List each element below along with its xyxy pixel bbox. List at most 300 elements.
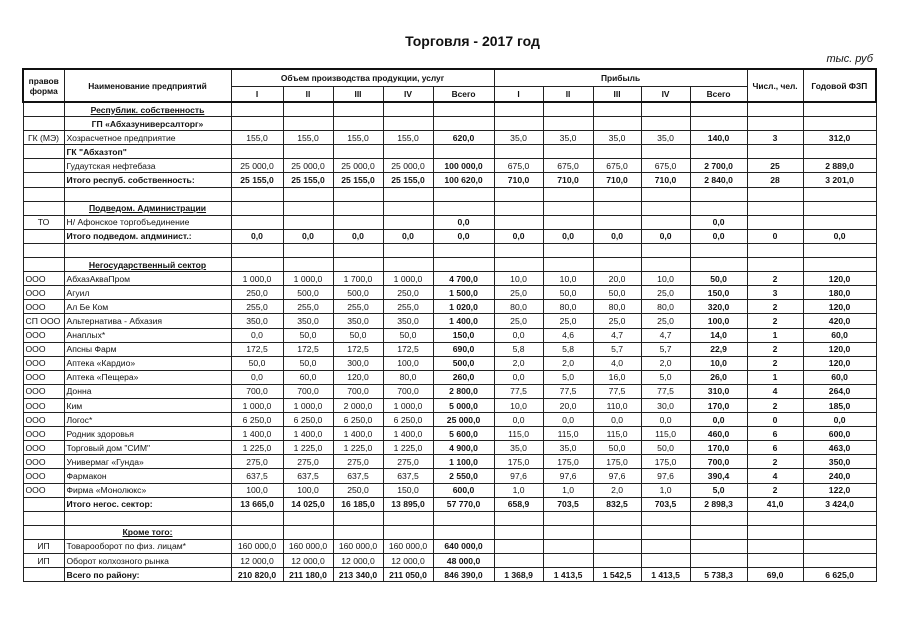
payroll-cell: 3 201,0 xyxy=(803,173,876,187)
enterprise-name-cell: Фирма «Монолюкс» xyxy=(64,483,231,497)
volume-cell: 1 400,0 xyxy=(383,427,433,441)
profit-cell: 2,0 xyxy=(494,356,543,370)
volume-cell xyxy=(231,258,283,272)
payroll-cell xyxy=(803,511,876,525)
staff-cell: 2 xyxy=(747,272,803,286)
volume-cell: 12 000,0 xyxy=(231,554,283,568)
volume-cell: 155,0 xyxy=(333,131,383,145)
profit-cell: 14,0 xyxy=(690,328,747,342)
volume-cell xyxy=(283,511,333,525)
volume-cell: 250,0 xyxy=(231,286,283,300)
profit-cell: 0,0 xyxy=(593,413,641,427)
staff-cell xyxy=(747,215,803,229)
profit-cell: 1 542,5 xyxy=(593,568,641,582)
profit-cell: 4,7 xyxy=(593,328,641,342)
volume-cell: 80,0 xyxy=(383,370,433,384)
volume-cell: 4 900,0 xyxy=(433,441,494,455)
profit-cell: 110,0 xyxy=(593,398,641,412)
volume-cell xyxy=(283,243,333,257)
table-row xyxy=(23,286,876,300)
volume-cell xyxy=(231,215,283,229)
volume-cell: 25 155,0 xyxy=(383,173,433,187)
table-row xyxy=(23,525,876,539)
volume-cell xyxy=(231,511,283,525)
profit-cell xyxy=(593,539,641,553)
profit-cell xyxy=(690,243,747,257)
profit-cell xyxy=(593,215,641,229)
payroll-cell xyxy=(803,201,876,215)
profit-cell: 675,0 xyxy=(494,159,543,173)
staff-cell: 3 xyxy=(747,286,803,300)
profit-cell: 35,0 xyxy=(494,131,543,145)
volume-cell: 60,0 xyxy=(283,370,333,384)
profit-cell: 80,0 xyxy=(641,300,690,314)
payroll-cell xyxy=(803,554,876,568)
table-row xyxy=(23,356,876,370)
staff-cell: 2 xyxy=(747,455,803,469)
staff-cell xyxy=(747,117,803,131)
volume-cell: 700,0 xyxy=(231,384,283,398)
payroll-cell xyxy=(803,187,876,201)
profit-cell: 80,0 xyxy=(494,300,543,314)
payroll-cell: 120,0 xyxy=(803,342,876,356)
profit-cell xyxy=(690,145,747,159)
profit-cell: 675,0 xyxy=(593,159,641,173)
staff-cell: 2 xyxy=(747,356,803,370)
volume-cell: 12 000,0 xyxy=(383,554,433,568)
profit-cell: 22,9 xyxy=(690,342,747,356)
profit-cell: 10,0 xyxy=(690,356,747,370)
enterprise-name-cell: Ал Бе Ком xyxy=(64,300,231,314)
volume-cell xyxy=(231,102,283,117)
enterprise-name-cell: Аптека «Кардио» xyxy=(64,356,231,370)
table-body xyxy=(23,102,876,582)
volume-cell: 120,0 xyxy=(333,370,383,384)
legal-form-cell: ТО xyxy=(23,215,64,229)
profit-cell: 50,0 xyxy=(641,441,690,455)
enterprise-name-cell: ГП «Абхазуниверсалторг» xyxy=(64,117,231,131)
table-row xyxy=(23,187,876,201)
volume-cell: 1 225,0 xyxy=(283,441,333,455)
profit-cell xyxy=(690,117,747,131)
volume-cell: 5 600,0 xyxy=(433,427,494,441)
volume-cell xyxy=(333,243,383,257)
table-row xyxy=(23,102,876,117)
volume-cell: 172,5 xyxy=(231,342,283,356)
profit-cell xyxy=(593,243,641,257)
profit-cell: 25,0 xyxy=(494,286,543,300)
profit-cell: 4,6 xyxy=(543,328,593,342)
profit-cell: 26,0 xyxy=(690,370,747,384)
profit-cell: 140,0 xyxy=(690,131,747,145)
profit-cell: 700,0 xyxy=(690,455,747,469)
volume-cell: 255,0 xyxy=(383,300,433,314)
legal-form-cell xyxy=(23,258,64,272)
profit-cell: 10,0 xyxy=(494,398,543,412)
volume-cell xyxy=(283,258,333,272)
profit-cell: 25,0 xyxy=(641,314,690,328)
volume-cell: 690,0 xyxy=(433,342,494,356)
volume-cell: 48 000,0 xyxy=(433,554,494,568)
volume-cell: 1 400,0 xyxy=(283,427,333,441)
volume-cell: 2 000,0 xyxy=(333,398,383,412)
profit-cell xyxy=(641,201,690,215)
legal-form-cell xyxy=(23,117,64,131)
staff-cell: 2 xyxy=(747,314,803,328)
profit-cell: 170,0 xyxy=(690,398,747,412)
staff-cell: 4 xyxy=(747,469,803,483)
volume-cell: 0,0 xyxy=(231,328,283,342)
legal-form-cell: ООО xyxy=(23,455,64,469)
volume-cell: 6 250,0 xyxy=(231,413,283,427)
legal-form-cell xyxy=(23,497,64,511)
profit-cell: 16,0 xyxy=(593,370,641,384)
legal-form-cell xyxy=(23,568,64,582)
volume-cell xyxy=(231,117,283,131)
volume-cell: 700,0 xyxy=(333,384,383,398)
table-row xyxy=(23,173,876,187)
volume-cell: 1 225,0 xyxy=(383,441,433,455)
volume-cell: 100,0 xyxy=(283,483,333,497)
legal-form-cell xyxy=(23,511,64,525)
units-label: тыс. руб xyxy=(826,53,873,65)
volume-cell: 275,0 xyxy=(231,455,283,469)
staff-cell xyxy=(747,554,803,568)
profit-cell: 310,0 xyxy=(690,384,747,398)
profit-cell xyxy=(494,187,543,201)
enterprise-name-cell: Кроме того: xyxy=(64,525,231,539)
volume-cell: 2 550,0 xyxy=(433,469,494,483)
table-row xyxy=(23,328,876,342)
payroll-cell: 180,0 xyxy=(803,286,876,300)
profit-cell: 20,0 xyxy=(543,398,593,412)
profit-cell xyxy=(690,554,747,568)
volume-cell: 275,0 xyxy=(333,455,383,469)
volume-cell: 57 770,0 xyxy=(433,497,494,511)
header-volume-q1: I xyxy=(231,87,283,103)
volume-cell: 275,0 xyxy=(283,455,333,469)
payroll-cell xyxy=(803,525,876,539)
profit-cell: 5 738,3 xyxy=(690,568,747,582)
volume-cell: 350,0 xyxy=(333,314,383,328)
enterprise-name-cell: Подведом. Администрации xyxy=(64,201,231,215)
profit-cell: 1 413,5 xyxy=(641,568,690,582)
volume-cell: 300,0 xyxy=(333,356,383,370)
legal-form-cell: ООО xyxy=(23,413,64,427)
volume-cell: 16 185,0 xyxy=(333,497,383,511)
staff-cell xyxy=(747,525,803,539)
volume-cell xyxy=(383,187,433,201)
profit-cell: 2 700,0 xyxy=(690,159,747,173)
enterprise-name-cell: Фармакон xyxy=(64,469,231,483)
profit-cell xyxy=(641,243,690,257)
volume-cell: 0,0 xyxy=(231,370,283,384)
profit-cell: 1,0 xyxy=(641,483,690,497)
volume-cell xyxy=(231,201,283,215)
volume-cell xyxy=(333,145,383,159)
enterprise-name-cell: Оборот колхозного рынка xyxy=(64,554,231,568)
volume-cell: 160 000,0 xyxy=(283,539,333,553)
table-row xyxy=(23,497,876,511)
profit-cell xyxy=(593,102,641,117)
legal-form-cell: СП ООО xyxy=(23,314,64,328)
volume-cell: 12 000,0 xyxy=(283,554,333,568)
volume-cell xyxy=(231,525,283,539)
volume-cell: 846 390,0 xyxy=(433,568,494,582)
volume-cell: 1 100,0 xyxy=(433,455,494,469)
volume-cell: 640 000,0 xyxy=(433,539,494,553)
profit-cell: 1 413,5 xyxy=(543,568,593,582)
volume-cell: 350,0 xyxy=(283,314,333,328)
enterprise-name-cell xyxy=(64,243,231,257)
enterprise-name-cell: Итого респуб. собственность: xyxy=(64,173,231,187)
volume-cell: 12 000,0 xyxy=(333,554,383,568)
table-row xyxy=(23,159,876,173)
volume-cell: 210 820,0 xyxy=(231,568,283,582)
volume-cell: 172,5 xyxy=(383,342,433,356)
table-row xyxy=(23,413,876,427)
payroll-cell: 0,0 xyxy=(803,413,876,427)
profit-cell xyxy=(543,525,593,539)
profit-cell xyxy=(494,554,543,568)
volume-cell: 637,5 xyxy=(383,469,433,483)
volume-cell: 50,0 xyxy=(283,328,333,342)
volume-cell xyxy=(383,201,433,215)
profit-cell: 35,0 xyxy=(543,131,593,145)
volume-cell: 172,5 xyxy=(283,342,333,356)
profit-cell xyxy=(641,539,690,553)
header-profit-q2: II xyxy=(543,87,593,103)
legal-form-cell xyxy=(23,102,64,117)
staff-cell: 1 xyxy=(747,328,803,342)
volume-cell: 0,0 xyxy=(283,229,333,243)
staff-cell: 69,0 xyxy=(747,568,803,582)
enterprise-name-cell: Всего по району: xyxy=(64,568,231,582)
volume-cell: 160 000,0 xyxy=(231,539,283,553)
volume-cell: 637,5 xyxy=(231,469,283,483)
profit-cell: 0,0 xyxy=(494,328,543,342)
profit-cell: 2 898,3 xyxy=(690,497,747,511)
volume-cell xyxy=(283,187,333,201)
payroll-cell: 600,0 xyxy=(803,427,876,441)
profit-cell: 25,0 xyxy=(593,314,641,328)
legal-form-cell: ООО xyxy=(23,469,64,483)
profit-cell: 703,5 xyxy=(543,497,593,511)
volume-cell: 1 400,0 xyxy=(231,427,283,441)
profit-cell: 5,8 xyxy=(494,342,543,356)
header-payroll: Годовой ФЗП xyxy=(803,69,876,102)
profit-cell: 25,0 xyxy=(543,314,593,328)
profit-cell: 80,0 xyxy=(593,300,641,314)
payroll-cell xyxy=(803,258,876,272)
table-row xyxy=(23,483,876,497)
table-row xyxy=(23,243,876,257)
staff-cell: 0 xyxy=(747,229,803,243)
profit-cell: 115,0 xyxy=(641,427,690,441)
profit-cell: 97,6 xyxy=(543,469,593,483)
enterprise-name-cell: Ким xyxy=(64,398,231,412)
enterprise-name-cell: Н/ Афонское торгобъединение xyxy=(64,215,231,229)
profit-cell: 5,8 xyxy=(543,342,593,356)
profit-cell: 710,0 xyxy=(641,173,690,187)
volume-cell: 1 400,0 xyxy=(433,314,494,328)
table-row xyxy=(23,539,876,553)
staff-cell: 1 xyxy=(747,370,803,384)
volume-cell: 50,0 xyxy=(333,328,383,342)
staff-cell xyxy=(747,145,803,159)
staff-cell xyxy=(747,102,803,117)
profit-cell: 175,0 xyxy=(543,455,593,469)
volume-cell xyxy=(383,243,433,257)
profit-cell xyxy=(593,525,641,539)
volume-cell: 1 000,0 xyxy=(283,398,333,412)
staff-cell: 2 xyxy=(747,300,803,314)
payroll-cell: 312,0 xyxy=(803,131,876,145)
legal-form-cell: ИП xyxy=(23,554,64,568)
profit-cell xyxy=(494,145,543,159)
volume-cell xyxy=(333,258,383,272)
volume-cell: 0,0 xyxy=(333,229,383,243)
volume-cell xyxy=(433,102,494,117)
profit-cell: 50,0 xyxy=(543,286,593,300)
profit-cell: 703,5 xyxy=(641,497,690,511)
profit-cell xyxy=(690,525,747,539)
volume-cell: 1 225,0 xyxy=(333,441,383,455)
profit-cell: 50,0 xyxy=(690,272,747,286)
legal-form-cell xyxy=(23,243,64,257)
profit-cell: 97,6 xyxy=(641,469,690,483)
profit-cell xyxy=(543,243,593,257)
profit-cell xyxy=(543,215,593,229)
volume-cell: 1 000,0 xyxy=(383,272,433,286)
volume-cell: 211 180,0 xyxy=(283,568,333,582)
enterprise-name-cell: Итого негос. сектор: xyxy=(64,497,231,511)
table-row xyxy=(23,272,876,286)
profit-cell: 460,0 xyxy=(690,427,747,441)
table-row xyxy=(23,229,876,243)
profit-cell xyxy=(543,554,593,568)
enterprise-name-cell: Торговый дом "СИМ" xyxy=(64,441,231,455)
volume-cell: 150,0 xyxy=(383,483,433,497)
profit-cell: 175,0 xyxy=(641,455,690,469)
profit-cell xyxy=(641,117,690,131)
profit-cell: 35,0 xyxy=(494,441,543,455)
profit-cell: 175,0 xyxy=(593,455,641,469)
enterprise-name-cell: Универмаг «Гунда» xyxy=(64,455,231,469)
profit-cell xyxy=(494,201,543,215)
table-row xyxy=(23,469,876,483)
volume-cell xyxy=(383,258,433,272)
volume-cell: 0,0 xyxy=(383,229,433,243)
table-row xyxy=(23,215,876,229)
profit-cell xyxy=(641,102,690,117)
staff-cell xyxy=(747,258,803,272)
profit-cell xyxy=(494,102,543,117)
profit-cell xyxy=(690,539,747,553)
payroll-cell: 420,0 xyxy=(803,314,876,328)
profit-cell: 35,0 xyxy=(641,131,690,145)
profit-cell: 710,0 xyxy=(593,173,641,187)
profit-cell xyxy=(494,539,543,553)
profit-cell: 80,0 xyxy=(543,300,593,314)
volume-cell: 25 155,0 xyxy=(333,173,383,187)
volume-cell: 50,0 xyxy=(283,356,333,370)
profit-cell xyxy=(690,258,747,272)
header-profit-q5: Всего xyxy=(690,87,747,103)
volume-cell: 6 250,0 xyxy=(383,413,433,427)
profit-cell: 77,5 xyxy=(641,384,690,398)
volume-cell xyxy=(383,511,433,525)
volume-cell xyxy=(433,243,494,257)
profit-cell xyxy=(593,117,641,131)
staff-cell: 2 xyxy=(747,398,803,412)
table-row xyxy=(23,511,876,525)
volume-cell: 1 000,0 xyxy=(283,272,333,286)
payroll-cell xyxy=(803,215,876,229)
volume-cell xyxy=(283,117,333,131)
volume-cell xyxy=(231,243,283,257)
enterprise-name-cell: Итого подведом. апдминист.: xyxy=(64,229,231,243)
document-title: Торговля - 2017 год xyxy=(405,33,540,49)
profit-cell: 2,0 xyxy=(543,356,593,370)
profit-cell: 115,0 xyxy=(494,427,543,441)
legal-form-cell: ООО xyxy=(23,328,64,342)
legal-form-cell: ИП xyxy=(23,539,64,553)
payroll-cell: 264,0 xyxy=(803,384,876,398)
volume-cell xyxy=(433,258,494,272)
staff-cell: 3 xyxy=(747,131,803,145)
volume-cell: 13 895,0 xyxy=(383,497,433,511)
profit-cell: 2,0 xyxy=(641,356,690,370)
profit-cell: 5,7 xyxy=(593,342,641,356)
volume-cell xyxy=(283,145,333,159)
payroll-cell: 350,0 xyxy=(803,455,876,469)
payroll-cell xyxy=(803,117,876,131)
legal-form-cell xyxy=(23,229,64,243)
profit-cell: 675,0 xyxy=(543,159,593,173)
volume-cell: 1 500,0 xyxy=(433,286,494,300)
volume-cell xyxy=(333,102,383,117)
enterprise-name-cell: Агуил xyxy=(64,286,231,300)
profit-cell: 10,0 xyxy=(494,272,543,286)
profit-cell: 0,0 xyxy=(690,215,747,229)
payroll-cell: 240,0 xyxy=(803,469,876,483)
staff-cell: 41,0 xyxy=(747,497,803,511)
profit-cell xyxy=(641,525,690,539)
table-row xyxy=(23,370,876,384)
volume-cell: 350,0 xyxy=(231,314,283,328)
profit-cell: 0,0 xyxy=(690,413,747,427)
profit-cell xyxy=(494,215,543,229)
profit-cell xyxy=(543,145,593,159)
profit-cell: 658,9 xyxy=(494,497,543,511)
staff-cell: 2 xyxy=(747,483,803,497)
legal-form-cell: ООО xyxy=(23,272,64,286)
payroll-cell: 463,0 xyxy=(803,441,876,455)
profit-cell xyxy=(641,187,690,201)
volume-cell: 0,0 xyxy=(231,229,283,243)
legal-form-cell xyxy=(23,187,64,201)
profit-cell: 710,0 xyxy=(494,173,543,187)
profit-cell: 0,0 xyxy=(494,413,543,427)
volume-cell xyxy=(333,187,383,201)
volume-cell: 5 000,0 xyxy=(433,398,494,412)
profit-cell: 0,0 xyxy=(593,229,641,243)
profit-cell xyxy=(543,258,593,272)
legal-form-cell: ООО xyxy=(23,427,64,441)
table-row xyxy=(23,568,876,582)
header-volume-q5: Всего xyxy=(433,87,494,103)
